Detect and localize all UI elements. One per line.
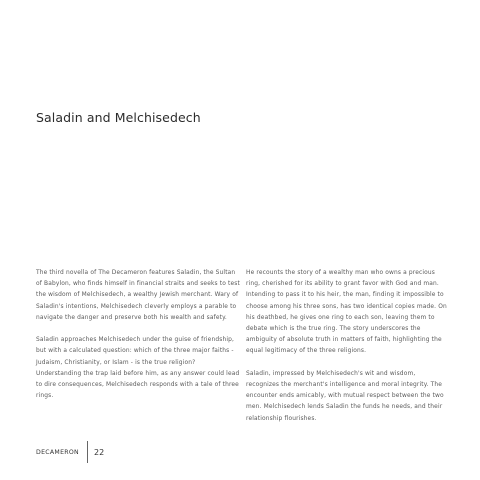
page-footer — [36, 441, 104, 463]
left-text-column — [36, 268, 240, 414]
paragraph: He recounts the story of a wealthy man who owns a precious ring, cherished for its ability to grant favor with God and man. Intending to pass it to his heir, the man, finding it impossible to choose among his three sons, has two identical copies made. On his deathbed, he gives one ring to each son, leaving them to debate which is the true ring. The story underscores the ambiguity of absolute truth in matters of faith, highlighting the equal legitimacy of the three religions. — [246, 270, 447, 355]
running-footer-label: DECAMERON — [36, 448, 79, 456]
paragraph: Saladin, impressed by Melchisedech's wit and wisdom, recognizes the merchant's intelligence and moral integrity. The encounter ends amicably, with mutual respect between the two men. Melchisedech lends Saladin the funds he needs, and their relationship flourishes. — [246, 370, 444, 422]
page-number: 22 — [93, 447, 105, 457]
right-text-column — [246, 268, 450, 436]
paragraph: The third novella of The Decameron features Saladin, the Sultan of Babylon, who finds himself in financial straits and seeks to test the wisdom of Melchisedech, a wealthy Jewish merchant. Wary of Saladin's intentions, Melchisedech cleverly employs a parable to navigate the danger and preserve both his wealth and safety. — [36, 270, 240, 321]
page-title: Saladin and Melchisedech — [36, 110, 201, 125]
paragraph: Saladin approaches Melchisedech under the guise of friendship, but with a calculated question: which of the three major faiths - Judaism, Christianity, or Islam - is the true religion? Understanding the trap laid before him, as any answer could lead to dire consequences, Melchisedech responds with a tale of three rings. — [36, 337, 240, 400]
